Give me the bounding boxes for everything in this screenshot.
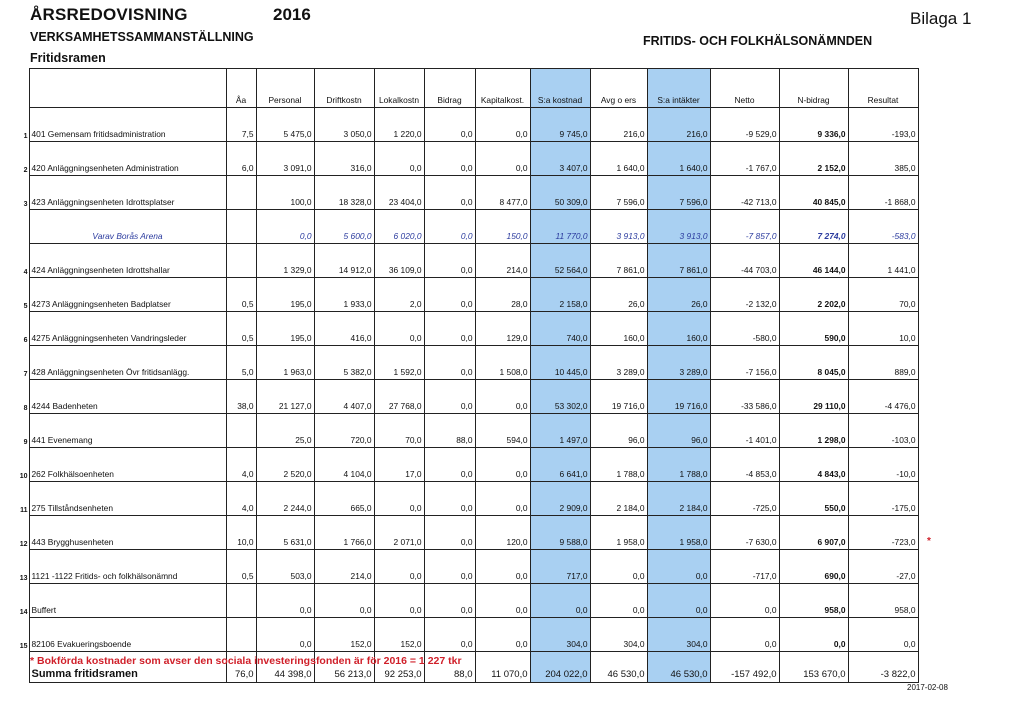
cell-lokal: 0,0 bbox=[374, 550, 424, 584]
cell-drift: 5 600,0 bbox=[314, 210, 374, 244]
cell-nbidrag: 958,0 bbox=[779, 584, 848, 618]
cell-avg: 3 913,0 bbox=[590, 210, 647, 244]
table-row bbox=[12, 550, 918, 584]
cell-kapital: 28,0 bbox=[475, 278, 530, 312]
table-row bbox=[12, 380, 918, 414]
total-drift: 56 213,0 bbox=[314, 652, 374, 683]
cell-bidrag: 0,0 bbox=[424, 142, 475, 176]
cell-personal: 1 963,0 bbox=[256, 346, 314, 380]
row-label: Buffert bbox=[29, 584, 226, 618]
cell-resultat: 385,0 bbox=[848, 142, 918, 176]
cell-netto: -725,0 bbox=[710, 482, 779, 516]
cell-bidrag: 0,0 bbox=[424, 176, 475, 210]
table-row bbox=[12, 176, 918, 210]
column-header: Avg o ers bbox=[590, 69, 647, 108]
cell-sakostnad: 0,0 bbox=[530, 584, 590, 618]
cell-saintakter: 1 640,0 bbox=[647, 142, 710, 176]
cell-saintakter: 26,0 bbox=[647, 278, 710, 312]
cell-resultat: 1 441,0 bbox=[848, 244, 918, 278]
total-netto: -157 492,0 bbox=[710, 652, 779, 683]
cell-lokal: 2,0 bbox=[374, 278, 424, 312]
cell-saintakter: 7 861,0 bbox=[647, 244, 710, 278]
cell-bidrag: 0,0 bbox=[424, 516, 475, 550]
cell-saintakter: 216,0 bbox=[647, 108, 710, 142]
cell-lokal: 0,0 bbox=[374, 482, 424, 516]
cell-drift: 152,0 bbox=[314, 618, 374, 652]
cell-kapital: 214,0 bbox=[475, 244, 530, 278]
column-header: S:a intäkter bbox=[647, 69, 710, 108]
cell-nbidrag: 6 907,0 bbox=[779, 516, 848, 550]
cell-bidrag: 0,0 bbox=[424, 482, 475, 516]
cell-aa: 38,0 bbox=[226, 380, 256, 414]
cell-saintakter: 1 958,0 bbox=[647, 516, 710, 550]
table-body bbox=[12, 108, 918, 683]
cell-netto: -33 586,0 bbox=[710, 380, 779, 414]
cell-nbidrag: 4 843,0 bbox=[779, 448, 848, 482]
cell-kapital: 0,0 bbox=[475, 108, 530, 142]
cell-resultat: -10,0 bbox=[848, 448, 918, 482]
cell-sakostnad: 9 745,0 bbox=[530, 108, 590, 142]
cell-avg: 3 289,0 bbox=[590, 346, 647, 380]
table-row bbox=[12, 346, 918, 380]
cell-aa: 5,0 bbox=[226, 346, 256, 380]
row-number: 4 bbox=[12, 244, 29, 278]
row-number: 12 bbox=[12, 516, 29, 550]
row-number: 6 bbox=[12, 312, 29, 346]
cell-sakostnad: 9 588,0 bbox=[530, 516, 590, 550]
cell-nbidrag: 29 110,0 bbox=[779, 380, 848, 414]
cell-netto: -9 529,0 bbox=[710, 108, 779, 142]
cell-saintakter: 2 184,0 bbox=[647, 482, 710, 516]
cell-aa bbox=[226, 414, 256, 448]
cell-avg: 216,0 bbox=[590, 108, 647, 142]
cell-bidrag: 0,0 bbox=[424, 448, 475, 482]
cell-avg: 0,0 bbox=[590, 584, 647, 618]
cell-netto: -7 630,0 bbox=[710, 516, 779, 550]
row-number: 11 bbox=[12, 482, 29, 516]
cell-lokal: 27 768,0 bbox=[374, 380, 424, 414]
row-label: 428 Anläggningsenheten Övr fritidsanlägg. bbox=[29, 346, 226, 380]
cell-lokal: 36 109,0 bbox=[374, 244, 424, 278]
total-sakostnad: 204 022,0 bbox=[530, 652, 590, 683]
cell-personal: 1 329,0 bbox=[256, 244, 314, 278]
cell-bidrag: 88,0 bbox=[424, 414, 475, 448]
cell-drift: 14 912,0 bbox=[314, 244, 374, 278]
cell-personal: 503,0 bbox=[256, 550, 314, 584]
cell-drift: 0,0 bbox=[314, 584, 374, 618]
total-bidrag: 88,0 bbox=[424, 652, 475, 683]
cell-bidrag: 0,0 bbox=[424, 278, 475, 312]
cell-lokal: 0,0 bbox=[374, 312, 424, 346]
cell-nbidrag: 1 298,0 bbox=[779, 414, 848, 448]
cell-resultat: 70,0 bbox=[848, 278, 918, 312]
row-label: 82106 Evakueringsboende bbox=[29, 618, 226, 652]
cell-personal: 2 244,0 bbox=[256, 482, 314, 516]
column-header: Driftkostn bbox=[314, 69, 374, 108]
cell-resultat: -175,0 bbox=[848, 482, 918, 516]
total-kapital: 11 070,0 bbox=[475, 652, 530, 683]
total-resultat: -3 822,0 bbox=[848, 652, 918, 683]
cell-netto: -4 853,0 bbox=[710, 448, 779, 482]
column-header: Kapitalkost. bbox=[475, 69, 530, 108]
cell-aa bbox=[226, 618, 256, 652]
cell-resultat: 958,0 bbox=[848, 584, 918, 618]
cell-saintakter: 7 596,0 bbox=[647, 176, 710, 210]
cell-avg: 1 958,0 bbox=[590, 516, 647, 550]
cell-sakostnad: 11 770,0 bbox=[530, 210, 590, 244]
cell-kapital: 0,0 bbox=[475, 482, 530, 516]
cell-avg: 1 788,0 bbox=[590, 448, 647, 482]
cell-netto: -580,0 bbox=[710, 312, 779, 346]
cell-lokal: 1 592,0 bbox=[374, 346, 424, 380]
cell-sakostnad: 3 407,0 bbox=[530, 142, 590, 176]
cell-netto: -7 156,0 bbox=[710, 346, 779, 380]
cell-drift: 1 766,0 bbox=[314, 516, 374, 550]
cell-sakostnad: 6 641,0 bbox=[530, 448, 590, 482]
cell-bidrag: 0,0 bbox=[424, 584, 475, 618]
table-row bbox=[12, 244, 918, 278]
cell-nbidrag: 2 202,0 bbox=[779, 278, 848, 312]
cell-bidrag: 0,0 bbox=[424, 210, 475, 244]
cell-avg: 19 716,0 bbox=[590, 380, 647, 414]
cell-personal: 0,0 bbox=[256, 210, 314, 244]
row-label: 1121 -1122 Fritids- och folkhälsonämnd bbox=[29, 550, 226, 584]
cell-drift: 5 382,0 bbox=[314, 346, 374, 380]
cell-sakostnad: 53 302,0 bbox=[530, 380, 590, 414]
column-header: N-bidrag bbox=[779, 69, 848, 108]
cell-nbidrag: 2 152,0 bbox=[779, 142, 848, 176]
cell-lokal: 2 071,0 bbox=[374, 516, 424, 550]
cell-nbidrag: 550,0 bbox=[779, 482, 848, 516]
cell-resultat: -1 868,0 bbox=[848, 176, 918, 210]
cell-kapital: 0,0 bbox=[475, 448, 530, 482]
cell-saintakter: 3 289,0 bbox=[647, 346, 710, 380]
cell-sakostnad: 304,0 bbox=[530, 618, 590, 652]
cell-avg: 7 596,0 bbox=[590, 176, 647, 210]
row-label: 4275 Anläggningsenheten Vandringsleder bbox=[29, 312, 226, 346]
cell-aa bbox=[226, 244, 256, 278]
cell-aa: 0,5 bbox=[226, 278, 256, 312]
cell-drift: 214,0 bbox=[314, 550, 374, 584]
header-name bbox=[29, 69, 226, 108]
cell-saintakter: 96,0 bbox=[647, 414, 710, 448]
cell-personal: 2 520,0 bbox=[256, 448, 314, 482]
note-marker: * bbox=[927, 535, 931, 547]
cell-drift: 416,0 bbox=[314, 312, 374, 346]
cell-sakostnad: 10 445,0 bbox=[530, 346, 590, 380]
table-row bbox=[12, 516, 918, 550]
cell-saintakter: 1 788,0 bbox=[647, 448, 710, 482]
cell-resultat: -193,0 bbox=[848, 108, 918, 142]
row-number: 5 bbox=[12, 278, 29, 312]
cell-lokal: 0,0 bbox=[374, 584, 424, 618]
total-personal: 44 398,0 bbox=[256, 652, 314, 683]
cell-bidrag: 0,0 bbox=[424, 312, 475, 346]
cell-saintakter: 304,0 bbox=[647, 618, 710, 652]
cell-kapital: 1 508,0 bbox=[475, 346, 530, 380]
row-number: 1 bbox=[12, 108, 29, 142]
row-label: 441 Evenemang bbox=[29, 414, 226, 448]
cell-personal: 0,0 bbox=[256, 584, 314, 618]
cell-saintakter: 0,0 bbox=[647, 550, 710, 584]
cell-resultat: 889,0 bbox=[848, 346, 918, 380]
organization-name: FRITIDS- OCH FOLKHÄLSONÄMNDEN bbox=[643, 34, 873, 48]
cell-sakostnad: 740,0 bbox=[530, 312, 590, 346]
cell-aa bbox=[226, 176, 256, 210]
cell-avg: 26,0 bbox=[590, 278, 647, 312]
cell-aa: 4,0 bbox=[226, 448, 256, 482]
row-number: 10 bbox=[12, 448, 29, 482]
row-number: 15 bbox=[12, 618, 29, 652]
cell-nbidrag: 8 045,0 bbox=[779, 346, 848, 380]
cell-kapital: 120,0 bbox=[475, 516, 530, 550]
cell-drift: 4 407,0 bbox=[314, 380, 374, 414]
row-number bbox=[12, 210, 29, 244]
cell-sakostnad: 50 309,0 bbox=[530, 176, 590, 210]
cell-lokal: 152,0 bbox=[374, 618, 424, 652]
cell-kapital: 0,0 bbox=[475, 550, 530, 584]
cell-lokal: 17,0 bbox=[374, 448, 424, 482]
cell-personal: 25,0 bbox=[256, 414, 314, 448]
cell-aa: 7,5 bbox=[226, 108, 256, 142]
cell-personal: 5 631,0 bbox=[256, 516, 314, 550]
appendix-label: Bilaga 1 bbox=[910, 9, 972, 28]
table-header bbox=[12, 69, 918, 108]
cell-netto: -717,0 bbox=[710, 550, 779, 584]
total-label: Summa fritidsramen bbox=[29, 652, 226, 683]
cell-lokal: 6 020,0 bbox=[374, 210, 424, 244]
row-label: 424 Anläggningsenheten Idrottshallar bbox=[29, 244, 226, 278]
cell-aa bbox=[226, 584, 256, 618]
page-subtitle: VERKSAMHETSSAMMANSTÄLLNING bbox=[30, 30, 254, 44]
cell-bidrag: 0,0 bbox=[424, 380, 475, 414]
column-header: Bidrag bbox=[424, 69, 475, 108]
cell-netto: -2 132,0 bbox=[710, 278, 779, 312]
table-row bbox=[12, 312, 918, 346]
print-date: 2017-02-08 bbox=[907, 683, 948, 692]
total-aa: 76,0 bbox=[226, 652, 256, 683]
column-header: Netto bbox=[710, 69, 779, 108]
row-label: 4273 Anläggningsenheten Badplatser bbox=[29, 278, 226, 312]
row-number: 8 bbox=[12, 380, 29, 414]
cell-avg: 2 184,0 bbox=[590, 482, 647, 516]
row-label: 443 Brygghusenheten bbox=[29, 516, 226, 550]
row-label: 423 Anläggningsenheten Idrottsplatser bbox=[29, 176, 226, 210]
cell-drift: 3 050,0 bbox=[314, 108, 374, 142]
cell-sakostnad: 2 909,0 bbox=[530, 482, 590, 516]
cell-kapital: 0,0 bbox=[475, 584, 530, 618]
cell-personal: 100,0 bbox=[256, 176, 314, 210]
cell-avg: 304,0 bbox=[590, 618, 647, 652]
row-number: 14 bbox=[12, 584, 29, 618]
cell-avg: 96,0 bbox=[590, 414, 647, 448]
cell-bidrag: 0,0 bbox=[424, 108, 475, 142]
cell-personal: 195,0 bbox=[256, 278, 314, 312]
cell-drift: 665,0 bbox=[314, 482, 374, 516]
cell-bidrag: 0,0 bbox=[424, 618, 475, 652]
total-avg: 46 530,0 bbox=[590, 652, 647, 683]
cell-nbidrag: 690,0 bbox=[779, 550, 848, 584]
total-saintakter: 46 530,0 bbox=[647, 652, 710, 683]
total-nbidrag: 153 670,0 bbox=[779, 652, 848, 683]
report-year: 2016 bbox=[273, 5, 311, 24]
table-row bbox=[12, 618, 918, 652]
header-corner bbox=[12, 69, 29, 108]
cell-lokal: 70,0 bbox=[374, 414, 424, 448]
cell-netto: -44 703,0 bbox=[710, 244, 779, 278]
cell-avg: 0,0 bbox=[590, 550, 647, 584]
cell-kapital: 0,0 bbox=[475, 142, 530, 176]
row-number bbox=[12, 652, 29, 683]
cell-netto: -42 713,0 bbox=[710, 176, 779, 210]
table-row bbox=[12, 482, 918, 516]
cell-resultat: -583,0 bbox=[848, 210, 918, 244]
cell-lokal: 0,0 bbox=[374, 142, 424, 176]
cell-resultat: -723,0 bbox=[848, 516, 918, 550]
cell-personal: 0,0 bbox=[256, 618, 314, 652]
cell-avg: 7 861,0 bbox=[590, 244, 647, 278]
cell-nbidrag: 40 845,0 bbox=[779, 176, 848, 210]
header-row bbox=[12, 69, 918, 108]
cell-drift: 720,0 bbox=[314, 414, 374, 448]
cell-personal: 3 091,0 bbox=[256, 142, 314, 176]
cell-sakostnad: 2 158,0 bbox=[530, 278, 590, 312]
page-title: ÅRSREDOVISNING bbox=[30, 5, 188, 24]
row-number: 3 bbox=[12, 176, 29, 210]
table-row bbox=[12, 448, 918, 482]
cell-avg: 160,0 bbox=[590, 312, 647, 346]
column-header: Personal bbox=[256, 69, 314, 108]
column-header: Lokalkostn bbox=[374, 69, 424, 108]
cell-resultat: 10,0 bbox=[848, 312, 918, 346]
table-row bbox=[12, 108, 918, 142]
cell-kapital: 129,0 bbox=[475, 312, 530, 346]
cell-saintakter: 3 913,0 bbox=[647, 210, 710, 244]
table-row bbox=[12, 278, 918, 312]
section-title: Fritidsramen bbox=[30, 51, 106, 65]
cell-personal: 5 475,0 bbox=[256, 108, 314, 142]
cell-kapital: 150,0 bbox=[475, 210, 530, 244]
cell-aa: 6,0 bbox=[226, 142, 256, 176]
cell-nbidrag: 7 274,0 bbox=[779, 210, 848, 244]
column-header: Resultat bbox=[848, 69, 918, 108]
row-label: 4244 Badenheten bbox=[29, 380, 226, 414]
cell-netto: 0,0 bbox=[710, 584, 779, 618]
row-label: 420 Anläggningsenheten Administration bbox=[29, 142, 226, 176]
column-header: Åa bbox=[226, 69, 256, 108]
subtotal-row bbox=[12, 210, 918, 244]
cell-netto: 0,0 bbox=[710, 618, 779, 652]
cell-nbidrag: 9 336,0 bbox=[779, 108, 848, 142]
report-table bbox=[12, 68, 919, 683]
cell-aa bbox=[226, 210, 256, 244]
cell-personal: 195,0 bbox=[256, 312, 314, 346]
row-number: 13 bbox=[12, 550, 29, 584]
cell-sakostnad: 1 497,0 bbox=[530, 414, 590, 448]
column-header: S:a kostnad bbox=[530, 69, 590, 108]
footnote: * Bokförda kostnader som avser den sociala investeringsfonden är för 2016 = 1 227 tkr bbox=[30, 655, 462, 667]
cell-saintakter: 0,0 bbox=[647, 584, 710, 618]
cell-netto: -1 767,0 bbox=[710, 142, 779, 176]
cell-nbidrag: 46 144,0 bbox=[779, 244, 848, 278]
cell-sakostnad: 52 564,0 bbox=[530, 244, 590, 278]
row-label: 401 Gemensam fritidsadministration bbox=[29, 108, 226, 142]
cell-personal: 21 127,0 bbox=[256, 380, 314, 414]
cell-nbidrag: 590,0 bbox=[779, 312, 848, 346]
cell-drift: 1 933,0 bbox=[314, 278, 374, 312]
cell-avg: 1 640,0 bbox=[590, 142, 647, 176]
cell-sakostnad: 717,0 bbox=[530, 550, 590, 584]
cell-netto: -1 401,0 bbox=[710, 414, 779, 448]
cell-drift: 316,0 bbox=[314, 142, 374, 176]
cell-bidrag: 0,0 bbox=[424, 550, 475, 584]
cell-netto: -7 857,0 bbox=[710, 210, 779, 244]
cell-saintakter: 160,0 bbox=[647, 312, 710, 346]
total-lokal: 92 253,0 bbox=[374, 652, 424, 683]
cell-kapital: 0,0 bbox=[475, 380, 530, 414]
cell-saintakter: 19 716,0 bbox=[647, 380, 710, 414]
row-number: 2 bbox=[12, 142, 29, 176]
row-label: 275 Tillståndsenheten bbox=[29, 482, 226, 516]
table-row bbox=[12, 584, 918, 618]
cell-resultat: -103,0 bbox=[848, 414, 918, 448]
cell-lokal: 1 220,0 bbox=[374, 108, 424, 142]
cell-lokal: 23 404,0 bbox=[374, 176, 424, 210]
cell-aa: 10,0 bbox=[226, 516, 256, 550]
row-number: 7 bbox=[12, 346, 29, 380]
cell-resultat: -4 476,0 bbox=[848, 380, 918, 414]
cell-resultat: 0,0 bbox=[848, 618, 918, 652]
cell-drift: 18 328,0 bbox=[314, 176, 374, 210]
cell-resultat: -27,0 bbox=[848, 550, 918, 584]
cell-bidrag: 0,0 bbox=[424, 244, 475, 278]
cell-aa: 0,5 bbox=[226, 312, 256, 346]
table-row bbox=[12, 142, 918, 176]
row-number: 9 bbox=[12, 414, 29, 448]
cell-bidrag: 0,0 bbox=[424, 346, 475, 380]
cell-kapital: 594,0 bbox=[475, 414, 530, 448]
row-label: 262 Folkhälsoenheten bbox=[29, 448, 226, 482]
cell-aa: 0,5 bbox=[226, 550, 256, 584]
cell-kapital: 0,0 bbox=[475, 618, 530, 652]
cell-aa: 4,0 bbox=[226, 482, 256, 516]
table-row bbox=[12, 414, 918, 448]
cell-drift: 4 104,0 bbox=[314, 448, 374, 482]
cell-kapital: 8 477,0 bbox=[475, 176, 530, 210]
row-label: Varav Borås Arena bbox=[29, 210, 226, 244]
cell-nbidrag: 0,0 bbox=[779, 618, 848, 652]
